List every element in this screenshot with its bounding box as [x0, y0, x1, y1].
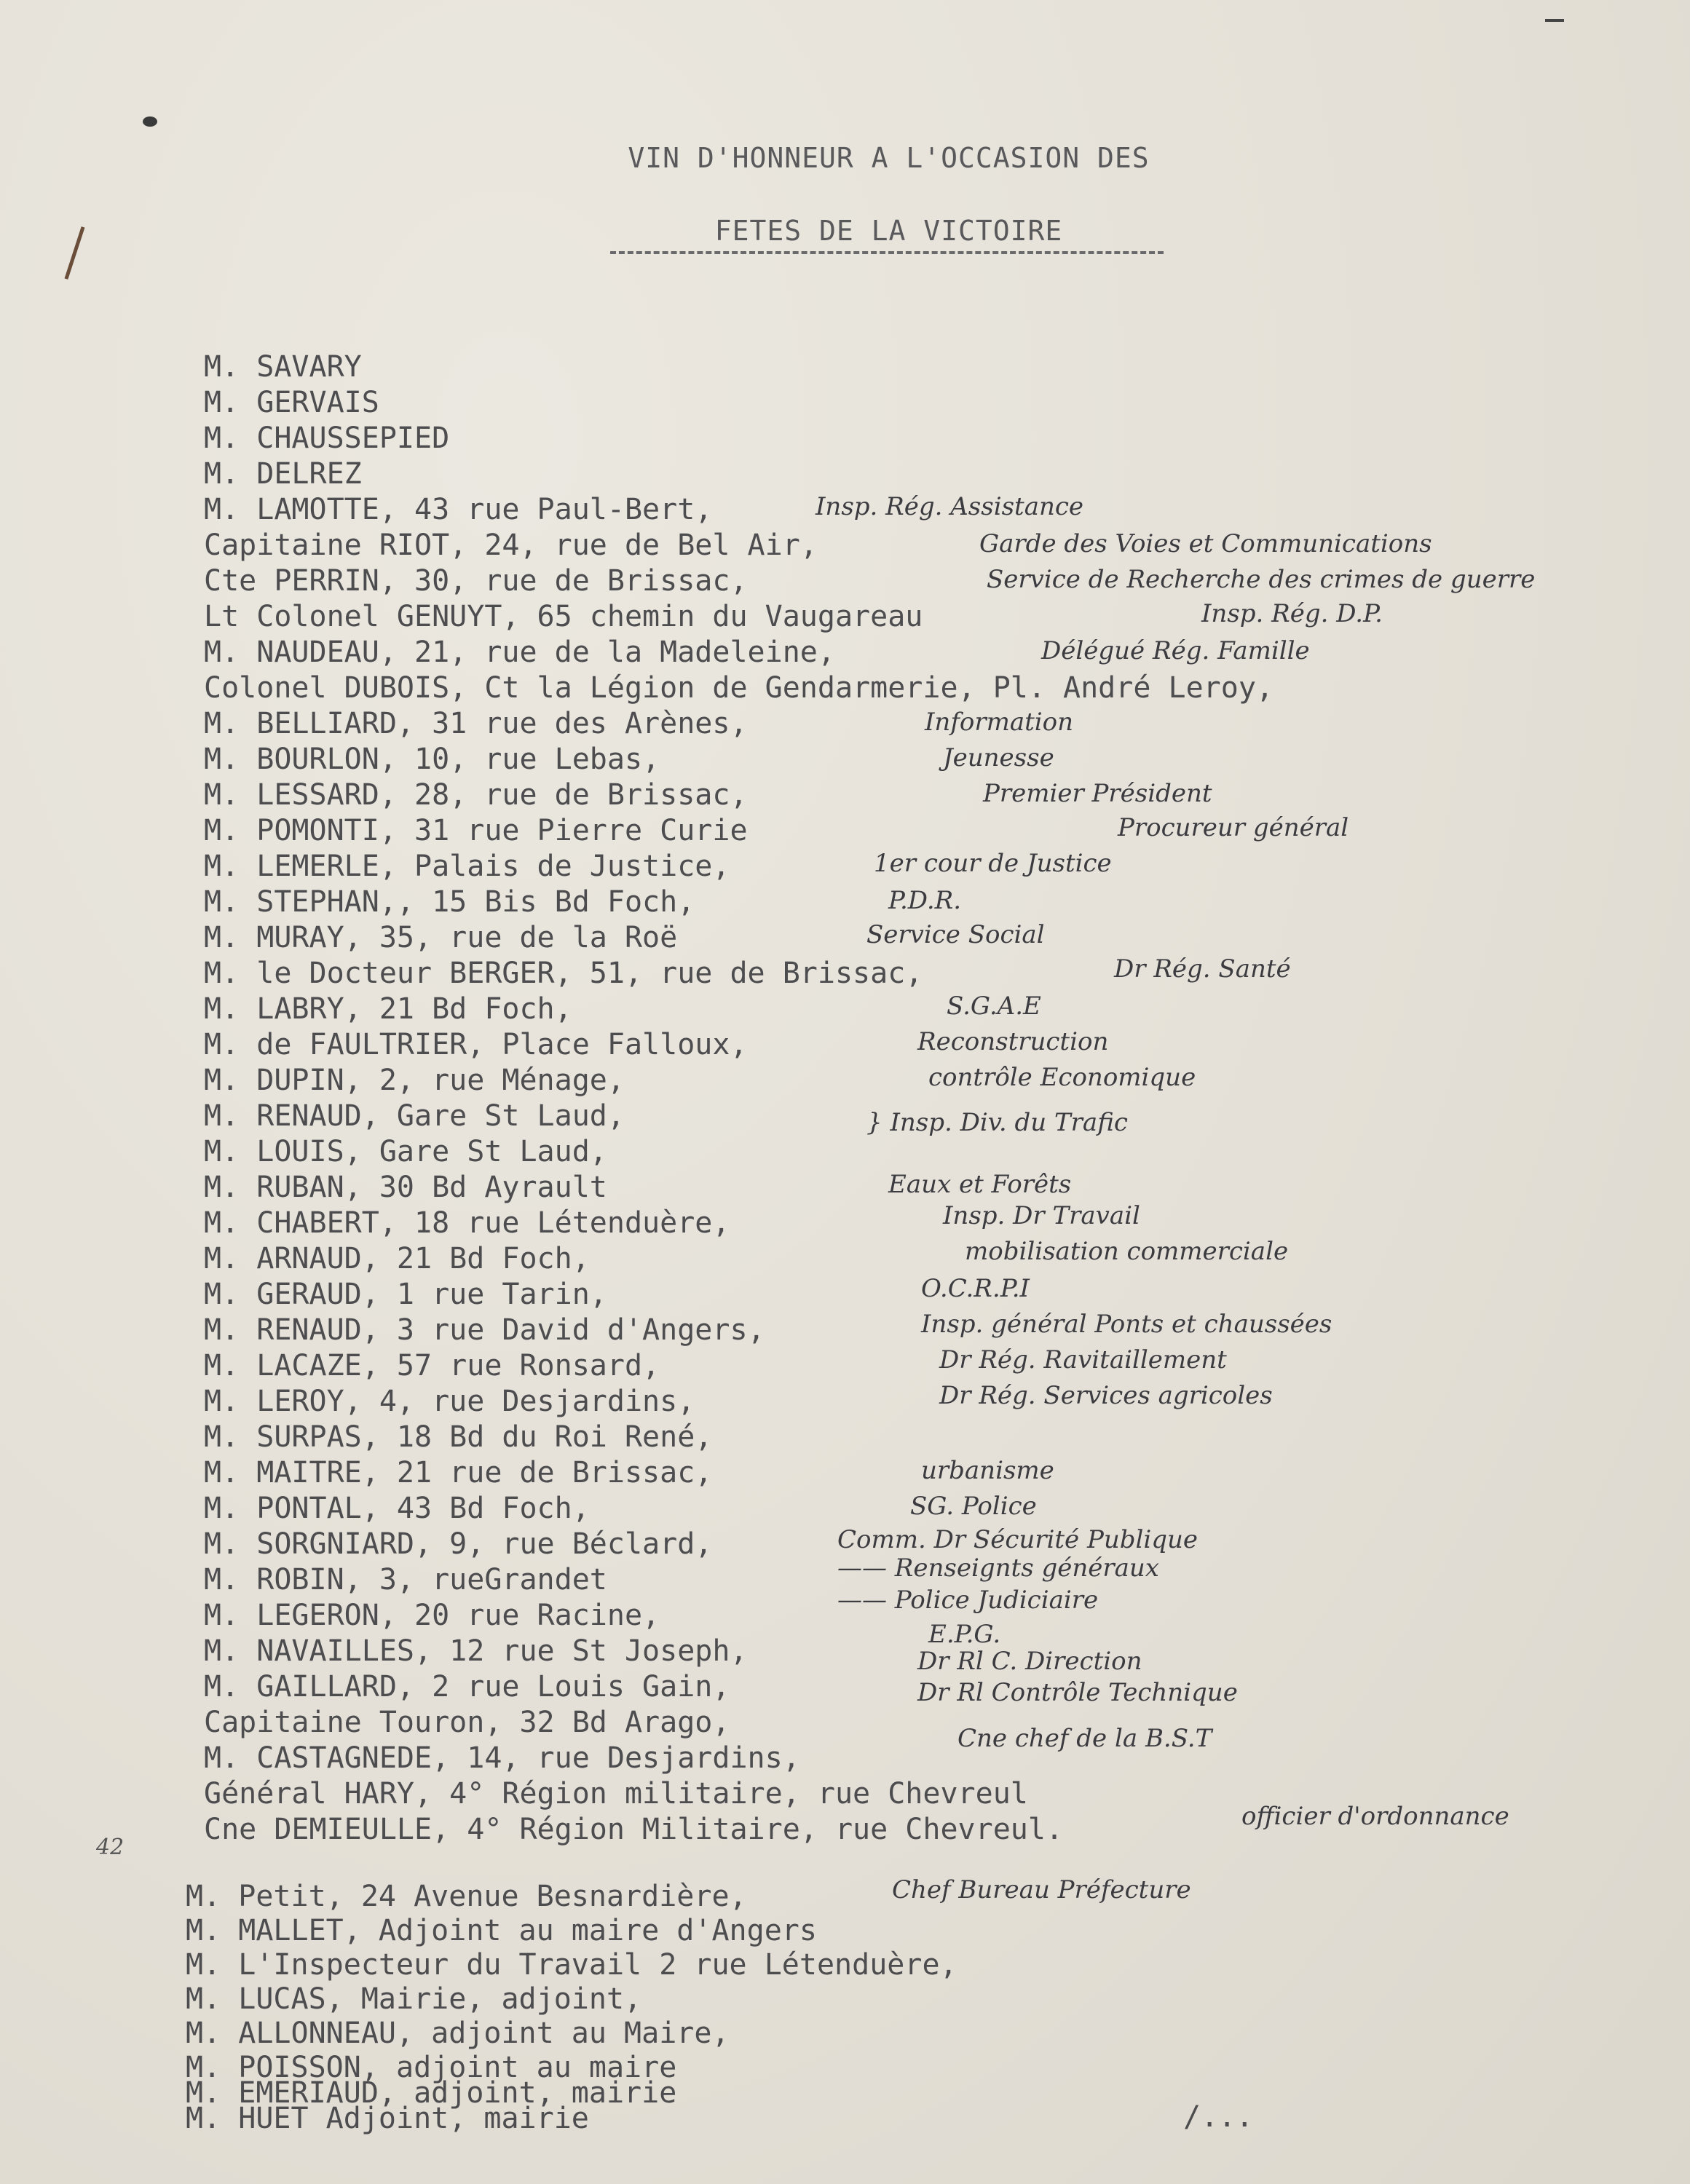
handwritten-note: Service Social	[866, 920, 1045, 949]
handwritten-note: Dr Rl Contrôle Technique	[917, 1678, 1238, 1707]
handwritten-note: Insp. général Ponts et chaussées	[921, 1310, 1332, 1339]
guest-entry: M. L'Inspecteur du Travail 2 rue Létenduère,	[186, 1948, 957, 1982]
guest-entry: M. ARNAUD, 21 Bd Foch,	[204, 1242, 590, 1275]
guest-entry: Cne DEMIEULLE, 4° Région Militaire, rue Chevreul.	[204, 1813, 1064, 1846]
handwritten-note: Premier Président	[983, 779, 1212, 808]
handwritten-note: S.G.A.E	[947, 992, 1041, 1021]
handwritten-note: O.C.R.P.I	[921, 1274, 1030, 1303]
guest-entry: M. MAITRE, 21 rue de Brissac,	[204, 1456, 713, 1489]
guest-entry: M. SAVARY	[204, 350, 362, 384]
guest-entry: M. LUCAS, Mairie, adjoint,	[186, 1982, 642, 2016]
handwritten-note: Procureur général	[1118, 813, 1349, 842]
handwritten-note: —— Renseignts généraux	[837, 1554, 1159, 1583]
handwritten-note: SG. Police	[910, 1492, 1037, 1521]
guest-entry: M. Petit, 24 Avenue Besnardière,	[186, 1880, 747, 1913]
guest-entry: M. LOUIS, Gare St Laud,	[204, 1135, 607, 1168]
guest-entry: M. de FAULTRIER, Place Falloux,	[204, 1028, 748, 1061]
corner-mark	[1545, 19, 1564, 22]
guest-entry: Cte PERRIN, 30, rue de Brissac,	[204, 564, 748, 598]
handwritten-note: Cne chef de la B.S.T	[957, 1724, 1212, 1753]
guest-entry: M. LEROY, 4, rue Desjardins,	[204, 1385, 695, 1418]
handwritten-note: Délégué Rég. Famille	[1041, 636, 1310, 665]
guest-entry: M. LACAZE, 57 rue Ronsard,	[204, 1349, 660, 1382]
handwritten-note: } Insp. Div. du Trafic	[866, 1108, 1128, 1137]
guest-entry: Colonel DUBOIS, Ct la Légion de Gendarmerie, Pl. André Leroy,	[204, 671, 1274, 705]
handwritten-note: 1er cour de Justice	[874, 849, 1112, 878]
guest-entry: M. CASTAGNEDE, 14, rue Desjardins,	[204, 1741, 800, 1775]
handwritten-note: Dr Rég. Services agricoles	[939, 1381, 1273, 1410]
guest-entry: M. LAMOTTE, 43 rue Paul-Bert,	[204, 493, 713, 526]
handwritten-note: Insp. Rég. Assistance	[816, 492, 1084, 521]
guest-entry: M. PONTAL, 43 Bd Foch,	[204, 1492, 590, 1525]
guest-entry: M. ROBIN, 3, rueGrandet	[204, 1563, 607, 1597]
guest-entry: M. CHAUSSEPIED	[204, 422, 450, 455]
handwritten-note: P.D.R.	[888, 886, 962, 915]
handwritten-note: E.P.G.	[928, 1620, 1001, 1649]
handwritten-note: Eaux et Forêts	[888, 1170, 1072, 1199]
guest-entry: Général HARY, 4° Région militaire, rue Chevreul	[204, 1777, 1028, 1811]
guest-entry: Capitaine RIOT, 24, rue de Bel Air,	[204, 529, 818, 562]
guest-entry: M. GERAUD, 1 rue Tarin,	[204, 1278, 607, 1311]
guest-entry: M. LEGERON, 20 rue Racine,	[204, 1599, 660, 1632]
guest-entry: M. EMERIAUD, adjoint, mairie	[186, 2076, 677, 2110]
guest-entry: M. BOURLON, 10, rue Lebas,	[204, 743, 660, 776]
handwritten-note: contrôle Economique	[928, 1063, 1196, 1092]
handwritten-note: Insp. Rég. D.P.	[1201, 599, 1383, 628]
page-number: 42	[96, 1835, 125, 1860]
guest-entry: M. MURAY, 35, rue de la Roë	[204, 921, 678, 954]
handwritten-note: Garde des Voies et Communications	[979, 529, 1432, 558]
guest-entry: M. LEMERLE, Palais de Justice,	[204, 850, 730, 883]
guest-entry: M. LABRY, 21 Bd Foch,	[204, 992, 572, 1026]
handwritten-note: —— Police Judiciaire	[837, 1586, 1099, 1615]
handwritten-note: Service de Recherche des crimes de guerre	[987, 565, 1536, 594]
handwritten-note: Comm. Dr Sécurité Publique	[837, 1525, 1199, 1554]
guest-entry: M. NAVAILLES, 12 rue St Joseph,	[204, 1634, 748, 1668]
handwritten-note: Dr Rég. Santé	[1114, 954, 1291, 984]
guest-entry: M. ALLONNEAU, adjoint au Maire,	[186, 2017, 730, 2050]
guest-entry: M. le Docteur BERGER, 51, rue de Brissac,	[204, 957, 923, 990]
guest-entry: M. POMONTI, 31 rue Pierre Curie	[204, 814, 748, 847]
guest-entry: M. SURPAS, 18 Bd du Roi René,	[204, 1420, 713, 1454]
handwritten-note: Chef Bureau Préfecture	[892, 1875, 1191, 1904]
guest-entry: M. SORGNIARD, 9, rue Béclard,	[204, 1527, 713, 1561]
guest-entry: M. RENAUD, 3 rue David d'Angers,	[204, 1313, 765, 1347]
handwritten-note: Reconstruction	[917, 1027, 1109, 1056]
continuation-mark: /...	[1183, 2100, 1254, 2134]
guest-entry: M. HUET Adjoint, mairie	[186, 2102, 589, 2135]
handwritten-note: Jeunesse	[943, 743, 1054, 772]
handwritten-note: Dr Rl C. Direction	[917, 1647, 1142, 1676]
title-line-2: FETES DE LA VICTOIRE	[714, 215, 1063, 247]
guest-entry: M. MALLET, Adjoint au maire d'Angers	[186, 1914, 817, 1947]
guest-entry: M. NAUDEAU, 21, rue de la Madeleine,	[204, 636, 835, 669]
guest-entry: M. RUBAN, 30 Bd Ayrault	[204, 1171, 607, 1204]
guest-entry: M. DELREZ	[204, 457, 362, 491]
title-line-1: VIN D'HONNEUR A L'OCCASION DES	[628, 142, 1150, 174]
handwritten-note: urbanisme	[921, 1456, 1054, 1485]
guest-entry: Lt Colonel GENUYT, 65 chemin du Vaugareau	[204, 600, 923, 633]
guest-entry: M. GAILLARD, 2 rue Louis Gain,	[204, 1670, 730, 1704]
punch-hole-mark	[143, 116, 157, 127]
guest-entry: M. LESSARD, 28, rue de Brissac,	[204, 778, 748, 812]
handwritten-note: Information	[925, 708, 1074, 737]
title-underline	[610, 251, 1164, 254]
guest-entry: M. STEPHAN,, 15 Bis Bd Foch,	[204, 885, 695, 919]
guest-entry: M. DUPIN, 2, rue Ménage,	[204, 1064, 625, 1097]
guest-entry: M. BELLIARD, 31 rue des Arènes,	[204, 707, 748, 740]
guest-entry: M. CHABERT, 18 rue Létenduère,	[204, 1206, 730, 1240]
guest-entry: Capitaine Touron, 32 Bd Arago,	[204, 1706, 730, 1739]
handwritten-note: officier d'ordonnance	[1241, 1802, 1509, 1831]
handwritten-note: mobilisation commerciale	[965, 1237, 1289, 1266]
guest-entry: M. GERVAIS	[204, 386, 379, 419]
guest-entry: M. RENAUD, Gare St Laud,	[204, 1099, 625, 1133]
handwritten-note: Insp. Dr Travail	[943, 1201, 1140, 1230]
guest-entry: M. POISSON, adjoint au maire	[186, 2051, 677, 2084]
handwritten-note: Dr Rég. Ravitaillement	[939, 1345, 1227, 1374]
